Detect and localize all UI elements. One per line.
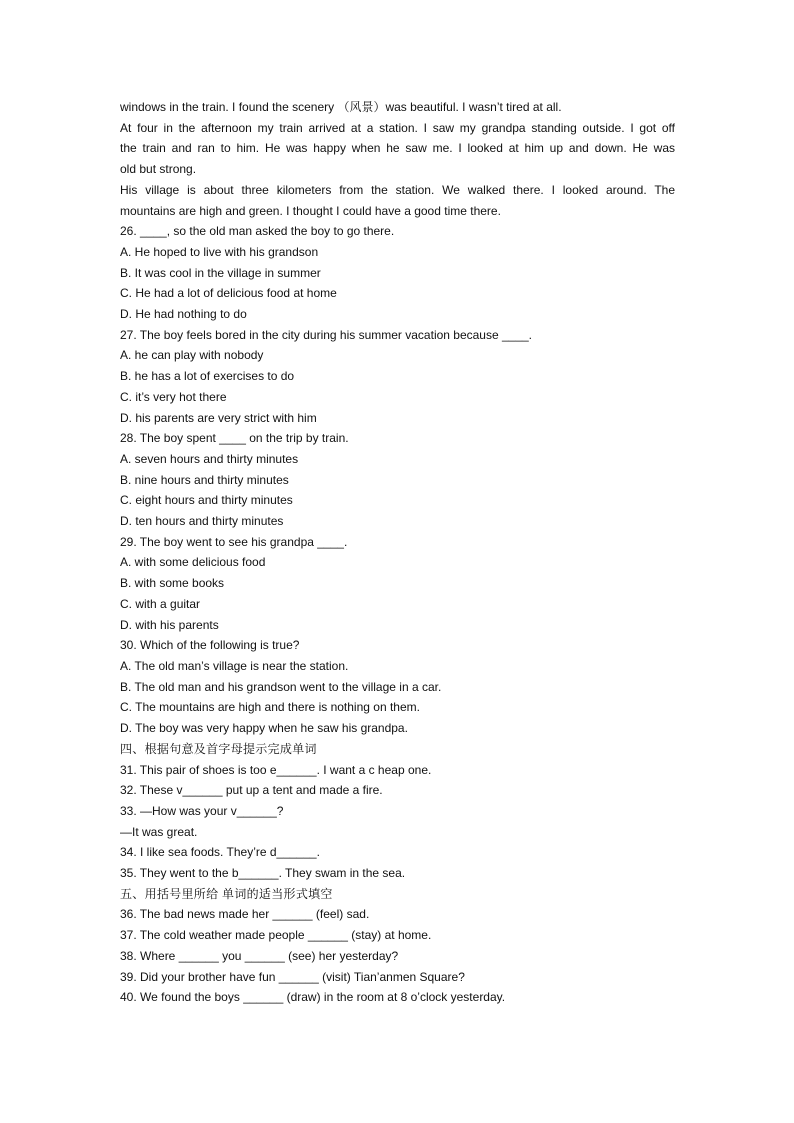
passage-line: mountains are high and green. I thought I could have a good time there.	[120, 203, 501, 218]
answer-option: A. with some delicious food	[120, 555, 266, 570]
question-stem: 30. Which of the following is true?	[120, 638, 300, 653]
answer-option: C. The mountains are high and there is nothing on them.	[120, 700, 420, 715]
question-stem: 26. ____, so the old man asked the boy to go there.	[120, 224, 395, 239]
fill-in-item: —It was great.	[120, 824, 198, 839]
answer-option: A. The old man’s village is near the station.	[120, 658, 349, 673]
answer-option: A. he can play with nobody	[120, 348, 264, 363]
fill-in-item: 31. This pair of shoes is too e______. I want a c heap one.	[120, 762, 432, 777]
answer-option: A. seven hours and thirty minutes	[120, 451, 299, 466]
answer-option: D. The boy was very happy when he saw his grandpa.	[120, 721, 408, 736]
answer-option: D. He had nothing to do	[120, 307, 247, 322]
fill-in-item: 34. I like sea foods. They’re d______.	[120, 845, 320, 860]
answer-option: A. He hoped to live with his grandson	[120, 244, 319, 259]
answer-option: B. he has a lot of exercises to do	[120, 369, 295, 384]
fill-in-item: 35. They went to the b______. They swam in the sea.	[120, 866, 406, 881]
document-content	[120, 97, 675, 1008]
passage-line: At four in the afternoon my train arrived at a station. I saw my grandpa standing outside. I got off	[120, 120, 675, 135]
answer-option: C. eight hours and thirty minutes	[120, 493, 293, 508]
answer-option: C. He had a lot of delicious food at home	[120, 286, 337, 301]
answer-option: B. nine hours and thirty minutes	[120, 472, 289, 487]
answer-option: C. it’s very hot there	[120, 389, 227, 404]
question-stem: 27. The boy feels bored in the city during his summer vacation because ____.	[120, 327, 533, 342]
passage-line: old but strong.	[120, 162, 197, 177]
section-heading-4: 四、根据句意及首字母提示完成单词	[120, 741, 317, 756]
answer-option: B. It was cool in the village in summer	[120, 265, 321, 280]
fill-in-item: 38. Where ______ you ______ (see) her yesterday?	[120, 948, 399, 963]
answer-option: D. his parents are very strict with him	[120, 410, 317, 425]
fill-in-item: 39. Did your brother have fun ______ (visit) Tian’anmen Square?	[120, 969, 465, 984]
fill-in-item: 33. —How was your v______?	[120, 803, 284, 818]
passage-line: the train and ran to him. He was happy when he saw me. I looked at him up and down. He was	[120, 141, 675, 156]
question-stem: 28. The boy spent ____ on the trip by train.	[120, 431, 349, 446]
answer-option: B. The old man and his grandson went to the village in a car.	[120, 679, 442, 694]
fill-in-item: 36. The bad news made her ______ (feel) sad.	[120, 907, 370, 922]
passage-line: His village is about three kilometers from the station. We walked there. I looked around. The	[120, 182, 675, 197]
answer-option: B. with some books	[120, 576, 225, 591]
answer-option: D. ten hours and thirty minutes	[120, 514, 284, 529]
fill-in-item: 40. We found the boys ______ (draw) in the room at 8 o’clock yesterday.	[120, 990, 506, 1005]
fill-in-item: 37. The cold weather made people ______ (stay) at home.	[120, 928, 432, 943]
answer-option: C. with a guitar	[120, 596, 201, 611]
section-heading-5: 五、用括号里所给 单词的适当形式填空	[120, 886, 333, 901]
question-stem: 29. The boy went to see his grandpa ____.	[120, 534, 348, 549]
fill-in-item: 32. These v______ put up a tent and made a fire.	[120, 783, 383, 798]
passage-line: windows in the train. I found the scenery （风景）was beautiful. I wasn’t tired at all.	[120, 100, 562, 114]
answer-option: D. with his parents	[120, 617, 219, 632]
